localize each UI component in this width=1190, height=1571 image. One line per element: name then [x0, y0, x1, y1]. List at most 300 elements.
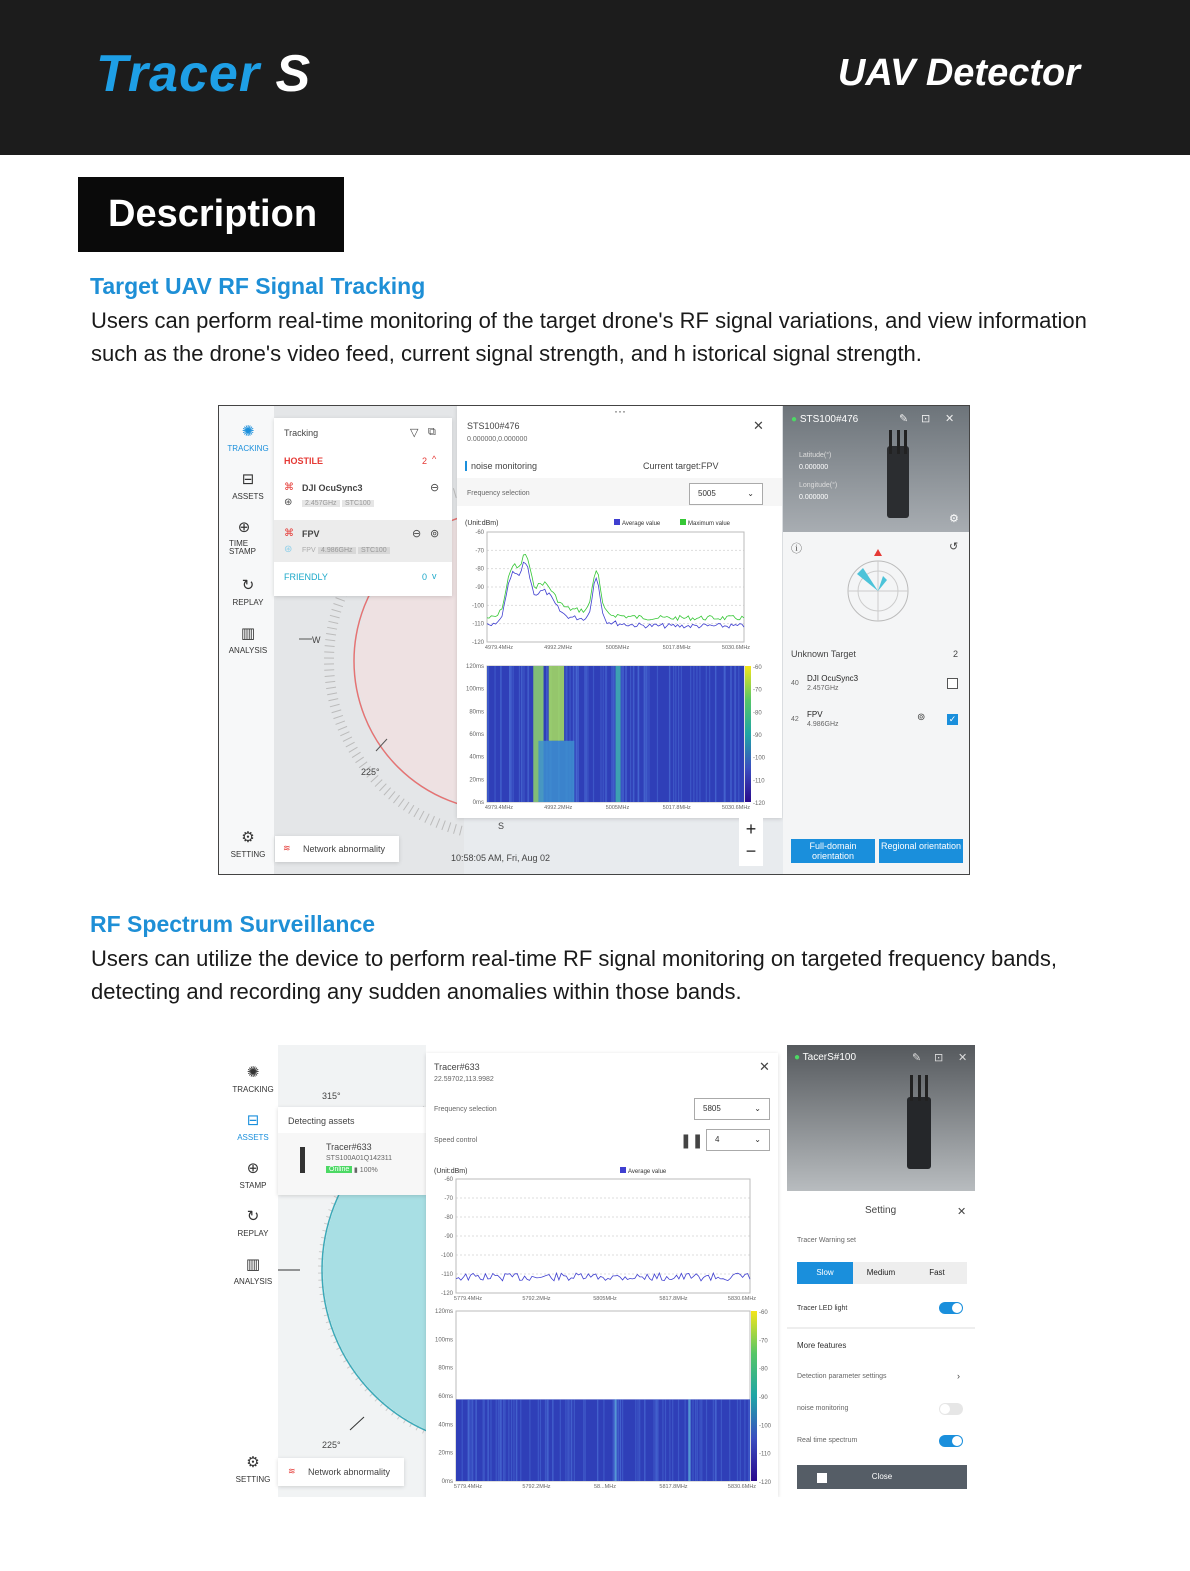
- x-tick-label-bottom: 4992.2MHz: [544, 805, 573, 811]
- drone-icon: ⌘: [284, 482, 294, 493]
- waterfall-streak: [678, 666, 679, 802]
- nav-replay[interactable]: ↻ REPLAY: [223, 576, 273, 607]
- waterfall-streak: [568, 1399, 569, 1481]
- tracking-title: Tracking: [284, 428, 319, 438]
- waterfall-streak: [734, 666, 735, 802]
- waterfall-streak: [472, 1399, 473, 1481]
- x-tick-label: 5817.8MHz: [659, 1296, 688, 1302]
- waterfall-streak: [678, 1399, 679, 1481]
- antenna: [910, 1075, 913, 1101]
- full-domain-button[interactable]: Full-domain orientation: [791, 839, 875, 863]
- hostile-count: 2: [422, 456, 428, 466]
- nav-analysis[interactable]: ▥ ANALYSIS: [223, 624, 273, 655]
- waterfall-streak: [597, 1399, 598, 1481]
- waterfall-band: [538, 741, 574, 802]
- led-label: Tracer LED light: [797, 1305, 848, 1312]
- waterfall-streak: [613, 666, 614, 802]
- device-body: [907, 1097, 931, 1169]
- edit-icon[interactable]: ✎: [912, 1052, 922, 1064]
- waterfall-streak: [721, 1399, 722, 1481]
- header-bar: [0, 0, 1190, 155]
- waterfall-streak: [504, 1399, 505, 1481]
- waterfall-streak: [706, 666, 707, 802]
- antenna: [904, 430, 907, 454]
- compass-315-label: 315°: [322, 1091, 341, 1101]
- focus-icon[interactable]: ⊡: [921, 413, 931, 425]
- waterfall-streak: [613, 1399, 614, 1481]
- sidebar: [219, 406, 274, 875]
- waterfall-streak: [699, 666, 700, 802]
- stamp-icon: ⊕: [246, 1160, 260, 1177]
- scale-label: -120: [759, 1480, 772, 1486]
- waterfall-streak: [729, 1399, 730, 1481]
- scale-label: -100: [753, 755, 766, 762]
- waterfall-streak: [622, 1399, 623, 1481]
- signal-icon: ⊛: [284, 497, 293, 508]
- antenna: [918, 1075, 921, 1101]
- edit-icon[interactable]: ✎: [899, 413, 909, 425]
- asset-row[interactable]: [278, 1133, 426, 1195]
- waterfall-streak: [669, 666, 670, 802]
- x-tick-label: 4979.4MHz: [484, 645, 514, 651]
- waterfall-streak: [685, 1399, 686, 1481]
- waterfall-streak: [630, 666, 631, 802]
- friendly-count: 0: [422, 572, 428, 582]
- list-item-dji[interactable]: [274, 476, 452, 516]
- waterfall-y-label: 40ms: [469, 754, 484, 761]
- focus-icon[interactable]: ⊡: [934, 1052, 944, 1064]
- waterfall-streak: [571, 1399, 572, 1481]
- refresh-icon[interactable]: ⊖: [430, 482, 440, 494]
- nav-setting[interactable]: ⚙ SETTING: [228, 1453, 278, 1484]
- waterfall-streak: [725, 666, 726, 802]
- y-tick-label: -110: [472, 621, 484, 628]
- waterfall-streak: [626, 666, 627, 802]
- waterfall-streak: [715, 1399, 716, 1481]
- zoom-control[interactable]: [739, 818, 763, 866]
- direction-compass: [823, 546, 933, 636]
- waterfall-y-label: 20ms: [438, 1450, 453, 1457]
- asset-name: Tracer#633: [326, 1142, 372, 1152]
- x-tick-label-bottom: 5030.6MHz: [721, 805, 751, 811]
- waterfall-streak: [520, 1399, 521, 1481]
- waterfall-streak: [700, 1399, 701, 1481]
- legend-swatch-avg: [614, 519, 620, 525]
- scale-label: -80: [753, 710, 762, 717]
- device-coords: 22.59702,113.9982: [434, 1076, 494, 1083]
- scale-label: -100: [759, 1423, 772, 1430]
- scale-label: -110: [759, 1451, 771, 1458]
- waterfall-y-label: 120ms: [465, 664, 484, 670]
- divider: [787, 1327, 975, 1329]
- close-icon[interactable]: ✕: [957, 1206, 967, 1218]
- noise-monitoring-item: noise monitoring: [797, 1405, 849, 1412]
- x-tick-label-bottom: 5005MHz: [605, 805, 630, 811]
- waterfall-streak: [587, 666, 588, 802]
- network-status[interactable]: [278, 1458, 404, 1486]
- spectrum-chart: [426, 1157, 778, 1497]
- section1-title: Target UAV RF Signal Tracking: [90, 273, 426, 299]
- assets-icon: ⊟: [246, 1112, 260, 1129]
- y-tick-label: -90: [475, 585, 484, 591]
- close-icon[interactable]: ✕: [753, 418, 764, 433]
- waterfall-streak: [498, 1399, 499, 1481]
- waterfall-streak: [692, 1399, 693, 1481]
- brand-part2: S: [275, 45, 312, 103]
- waterfall-streak: [523, 666, 524, 802]
- unknown-target-label: Unknown Target: [791, 649, 856, 659]
- waterfall-streak: [577, 666, 578, 802]
- analysis-icon: ▥: [240, 625, 256, 642]
- waterfall-streak: [529, 1399, 530, 1481]
- spectrum-panel: [457, 406, 782, 818]
- unknown-count: 2: [953, 649, 959, 659]
- waterfall-streak: [490, 1399, 491, 1481]
- asset-id: STS100A01Q142311: [326, 1155, 393, 1162]
- device-title-right: ● TacerS#100: [794, 1052, 857, 1063]
- info-icon[interactable]: ⓘ: [791, 543, 802, 555]
- waterfall-streak: [673, 666, 674, 802]
- waterfall-streak: [622, 666, 623, 802]
- y-tick-label: -120: [440, 1291, 453, 1297]
- item-name: DJI OcuSync3: [302, 483, 363, 493]
- waterfall-y-label: 60ms: [469, 732, 484, 738]
- checkbox-checked[interactable]: ✓: [948, 714, 957, 724]
- waterfall-streak: [503, 1399, 504, 1481]
- waterfall-streak: [633, 666, 634, 802]
- x-tick-label: 5779.4MHz: [453, 1296, 483, 1302]
- target-row[interactable]: 40 DJI OcuSync3 2.457GHz: [783, 668, 970, 698]
- waterfall-streak: [690, 666, 691, 802]
- item-tag: STC100: [342, 500, 374, 507]
- nav-setting[interactable]: ⚙ SETTING: [223, 828, 273, 859]
- seg-fast[interactable]: Fast: [929, 1268, 945, 1277]
- x-tick-label: 5830.6MHz: [727, 1296, 757, 1302]
- list-item-fpv[interactable]: [274, 520, 452, 562]
- color-scale: [751, 1311, 757, 1481]
- waterfall-streak: [511, 1399, 512, 1481]
- legend-swatch-max: [680, 519, 686, 525]
- pause-icon[interactable]: ❚❚: [680, 1132, 704, 1148]
- waterfall-streak: [583, 1399, 584, 1481]
- legend-max: Maximum value: [688, 521, 731, 527]
- waterfall-streak: [605, 666, 606, 802]
- waterfall-y-label: 100ms: [434, 1337, 453, 1344]
- waterfall-streak: [494, 666, 495, 802]
- header-subtitle: UAV Detector: [837, 52, 1080, 94]
- waterfall-streak: [603, 666, 604, 802]
- waterfall-y-label: 80ms: [469, 709, 484, 716]
- detecting-panel: [278, 1107, 426, 1195]
- seg-slow[interactable]: Slow: [797, 1262, 853, 1284]
- waterfall-streak: [538, 1399, 539, 1481]
- waterfall-y-label: 100ms: [465, 686, 484, 693]
- noise-toggle[interactable]: [939, 1403, 963, 1415]
- gear-icon[interactable]: ⚙: [949, 513, 959, 525]
- waterfall-streak: [672, 1399, 673, 1481]
- waterfall-band: [688, 1399, 690, 1481]
- waterfall-streak: [462, 1399, 463, 1481]
- refresh-icon[interactable]: ⊖: [412, 528, 422, 540]
- camera-icon[interactable]: ⊚: [917, 712, 926, 723]
- waterfall-streak: [545, 1399, 546, 1481]
- timestamp-icon: ⊕: [237, 519, 251, 536]
- assets-icon: ⊟: [241, 471, 255, 488]
- chevron-up-icon[interactable]: ^: [432, 454, 437, 464]
- waterfall-streak: [611, 666, 612, 802]
- x-tick-label-bottom: 5830.6MHz: [727, 1484, 757, 1490]
- waterfall-streak: [730, 666, 731, 802]
- waterfall-streak: [621, 666, 622, 802]
- waterfall-streak: [740, 1399, 741, 1481]
- nav-timestamp[interactable]: ⊕ TIME STAMP: [219, 518, 269, 556]
- map-icon[interactable]: ⧉: [428, 426, 436, 438]
- waterfall-streak: [645, 666, 646, 802]
- detecting-title: Detecting assets: [288, 1116, 355, 1126]
- nav-tracking[interactable]: ✺ TRACKING: [228, 1063, 278, 1094]
- y-tick-label: -60: [444, 1177, 453, 1183]
- waterfall-streak: [620, 1399, 621, 1481]
- item-tag: 4.986GHz: [318, 547, 356, 554]
- gear-icon: ⚙: [241, 829, 255, 846]
- more-features-label: More features: [797, 1341, 847, 1350]
- signal-icon: ⊛: [284, 544, 293, 555]
- compass-225-label: 225°: [361, 767, 380, 777]
- detection-settings-item[interactable]: Detection parameter settings: [797, 1373, 887, 1380]
- item-tag: STC100: [358, 547, 390, 554]
- waterfall-y-label: 80ms: [438, 1365, 453, 1372]
- setting-title: Setting: [865, 1205, 897, 1216]
- waterfall-streak: [653, 1399, 654, 1481]
- waterfall-streak: [638, 666, 639, 802]
- nav-replay[interactable]: ↻ REPLAY: [228, 1207, 278, 1238]
- legend-avg: Average value: [622, 521, 661, 527]
- waterfall-streak: [637, 1399, 638, 1481]
- series-line-avg: [487, 562, 744, 628]
- waterfall-streak: [693, 666, 694, 802]
- waterfall-streak: [744, 1399, 745, 1481]
- unit-label: (Unit:dBm): [465, 520, 499, 527]
- legend-avg: Average value: [628, 1169, 667, 1175]
- setting-panel: [787, 1191, 975, 1497]
- brand-part1: Tracer: [96, 45, 261, 103]
- waterfall-streak: [644, 666, 645, 802]
- waterfall-streak: [585, 1399, 586, 1481]
- waterfall-y-label: 0ms: [441, 1479, 453, 1485]
- online-dot-title: ● STS100#476: [791, 414, 859, 425]
- device-title: STS100#476: [467, 421, 520, 431]
- scale-label: -90: [753, 733, 762, 739]
- spectrum-toggle[interactable]: [939, 1435, 963, 1447]
- nav-assets[interactable]: ⊟ ASSETS: [228, 1111, 278, 1142]
- history-icon[interactable]: ↺: [949, 541, 959, 553]
- tracking-panel: [274, 418, 452, 596]
- target-panel: [783, 406, 970, 875]
- waterfall-streak: [644, 1399, 645, 1481]
- waterfall-band: [616, 666, 621, 802]
- led-toggle[interactable]: [939, 1302, 963, 1314]
- item-sub: FPV: [302, 547, 316, 554]
- waterfall-y-label: 120ms: [434, 1309, 453, 1315]
- network-text: Network abnormality: [303, 844, 386, 854]
- waterfall-streak: [586, 666, 587, 802]
- network-status[interactable]: [275, 836, 399, 862]
- status-badge: Online: [326, 1166, 352, 1173]
- warning-label: Tracer Warning set: [797, 1237, 856, 1244]
- y-tick-label: -80: [444, 1215, 453, 1221]
- compass-225-label: 225°: [322, 1440, 341, 1450]
- waterfall-streak: [552, 1399, 553, 1481]
- x-tick-label: 4992.2MHz: [544, 645, 573, 651]
- nav-stamp[interactable]: ⊕ STAMP: [228, 1159, 278, 1190]
- screenshot-surveillance: [228, 1045, 976, 1497]
- scale-label: -110: [753, 778, 765, 785]
- waterfall-streak: [560, 1399, 561, 1481]
- waterfall-streak: [519, 666, 520, 802]
- waterfall-streak: [648, 666, 649, 802]
- waterfall-streak: [576, 666, 577, 802]
- waterfall-y-label: 0ms: [472, 800, 484, 806]
- compass-w-label: W: [312, 635, 321, 645]
- item-tag: 2.457GHz: [302, 500, 340, 507]
- drone-icon: ⌘: [284, 528, 294, 539]
- freq-select[interactable]: 5805 ⌄: [694, 1098, 770, 1120]
- waterfall-streak: [669, 1399, 670, 1481]
- section1-body: Users can perform real-time monitoring of the target drone's RF signal variations, and view information such as the drone's video feed, current signal strength, and h istorical signal strength.: [91, 308, 1087, 366]
- chevron-down-icon: ⌄: [754, 1104, 761, 1113]
- x-tick-label-bottom: 58...MHz: [593, 1484, 617, 1490]
- speed-segmented: [797, 1262, 967, 1284]
- waterfall-streak: [646, 666, 647, 802]
- x-tick-label-bottom: 5779.4MHz: [453, 1484, 483, 1490]
- waterfall-streak: [695, 1399, 696, 1481]
- x-tick-label: 5792.2MHz: [522, 1296, 551, 1302]
- waterfall-streak: [618, 1399, 619, 1481]
- waterfall-streak: [501, 666, 502, 802]
- item-name: FPV: [302, 529, 320, 539]
- waterfall-streak: [675, 666, 676, 802]
- waterfall-streak: [656, 1399, 657, 1481]
- chevron-down-icon: ⌄: [754, 1135, 761, 1144]
- lon-label: Longitude(°): [799, 482, 838, 489]
- network-text: Network abnormality: [308, 1467, 391, 1477]
- waterfall-streak: [697, 1399, 698, 1481]
- scale-label: -90: [759, 1395, 768, 1401]
- waterfall-streak: [468, 1399, 469, 1481]
- nav-analysis[interactable]: ▥ ANALYSIS: [228, 1255, 278, 1286]
- chevron-down-icon[interactable]: v: [432, 571, 437, 581]
- waterfall-streak: [501, 1399, 502, 1481]
- scale-label: -70: [759, 1338, 768, 1345]
- waterfall-streak: [476, 1399, 477, 1481]
- camera-icon[interactable]: ⊚: [430, 528, 440, 540]
- y-tick-label: -70: [444, 1196, 453, 1202]
- y-tick-label: -80: [475, 566, 484, 573]
- more-icon[interactable]: ···: [614, 405, 626, 418]
- waterfall-streak: [527, 666, 528, 802]
- scale-label: -120: [753, 801, 766, 807]
- antenna: [925, 1075, 928, 1101]
- checkbox[interactable]: [947, 678, 958, 689]
- zoom-out-icon[interactable]: −: [745, 841, 757, 861]
- antenna: [889, 430, 892, 454]
- waterfall-streak: [508, 1399, 509, 1481]
- waterfall-streak: [662, 1399, 663, 1481]
- current-target: Current target:FPV: [643, 461, 719, 471]
- device-image: [787, 1045, 975, 1191]
- compass-s-label: S: [498, 821, 505, 831]
- waterfall-streak: [567, 1399, 568, 1481]
- x-tick-label: 5805MHz: [593, 1296, 617, 1302]
- x-tick-label-bottom: 5792.2MHz: [522, 1484, 551, 1490]
- waterfall-streak: [484, 1399, 485, 1481]
- freq-select[interactable]: 5005 ⌄: [689, 483, 763, 505]
- replay-icon: ↻: [246, 1208, 260, 1225]
- x-tick-label-bottom: 5817.8MHz: [659, 1484, 688, 1490]
- close-icon[interactable]: ✕: [958, 1052, 968, 1064]
- waterfall-streak: [737, 1399, 738, 1481]
- close-icon[interactable]: ✕: [945, 413, 955, 425]
- waterfall-streak: [488, 666, 489, 802]
- scale-label: -70: [753, 687, 762, 694]
- wifi-off-icon: ≋: [288, 1466, 296, 1476]
- scale-label: -60: [753, 665, 762, 671]
- waterfall-streak: [603, 1399, 604, 1481]
- waterfall-streak: [715, 666, 716, 802]
- filter-icon[interactable]: ▽: [410, 427, 419, 439]
- device-icon: [300, 1147, 305, 1173]
- regional-button[interactable]: Regional orientation: [879, 839, 963, 863]
- seg-medium[interactable]: Medium: [866, 1268, 896, 1277]
- waterfall-streak: [612, 666, 613, 802]
- nav-tracking[interactable]: ✺ TRACKING: [223, 422, 273, 453]
- lon-value: 0.000000: [799, 494, 829, 501]
- unit-label: (Unit:dBm): [434, 1168, 468, 1175]
- x-tick-label-bottom: 4979.4MHz: [484, 805, 514, 811]
- waterfall-streak: [510, 666, 511, 802]
- close-icon[interactable]: ✕: [759, 1059, 770, 1074]
- y-tick-label: -100: [440, 1253, 453, 1259]
- hostile-label: HOSTILE: [284, 456, 324, 466]
- target-row[interactable]: 42 FPV 4.986GHz ⊚ ✓: [791, 710, 957, 728]
- spectrum-panel: [426, 1053, 778, 1497]
- waterfall-streak: [483, 1399, 484, 1481]
- waterfall-streak: [540, 1399, 541, 1481]
- waterfall-streak: [709, 666, 710, 802]
- timestamp-text: 10:58:05 AM, Fri, Aug 02: [451, 853, 551, 863]
- chevron-right-icon[interactable]: ›: [957, 1371, 960, 1381]
- zoom-in-icon[interactable]: +: [745, 819, 757, 839]
- waterfall-streak: [516, 1399, 517, 1481]
- tracking-icon: ✺: [246, 1064, 260, 1081]
- waterfall-streak: [574, 1399, 575, 1481]
- waterfall-streak: [496, 1399, 497, 1481]
- speed-select[interactable]: 4 ⌄: [706, 1129, 770, 1151]
- waterfall-streak: [469, 1399, 470, 1481]
- battery: ▮ 100%: [354, 1167, 378, 1174]
- nav-assets[interactable]: ⊟ ASSETS: [223, 470, 273, 501]
- waterfall-streak: [713, 1399, 714, 1481]
- brand-logo: [96, 44, 311, 104]
- freq-label: Frequency selection: [434, 1106, 497, 1113]
- x-tick-label: 5030.6MHz: [721, 645, 751, 651]
- waterfall-band: [615, 1399, 617, 1481]
- device-title: Tracer#633: [434, 1062, 480, 1072]
- waterfall-streak: [513, 1399, 514, 1481]
- y-tick-label: -60: [475, 530, 484, 536]
- scale-label: -80: [759, 1366, 768, 1373]
- close-button[interactable]: Close: [797, 1465, 967, 1489]
